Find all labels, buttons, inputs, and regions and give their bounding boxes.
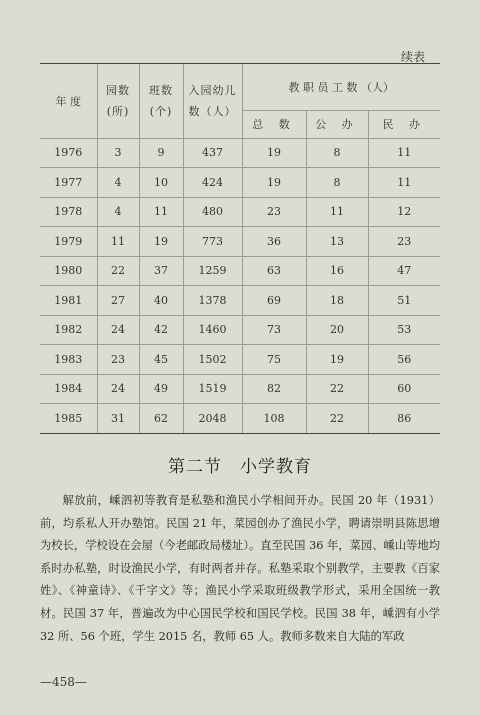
cell-classes: 42: [139, 315, 183, 345]
cell-staff-total: 19: [242, 168, 306, 198]
cell-year: 1982: [40, 315, 97, 345]
cell-children: 437: [183, 138, 242, 168]
cell-classes: 62: [139, 404, 183, 434]
cell-staff-public: 8: [306, 168, 368, 198]
cell-staff-total: 23: [242, 197, 306, 227]
header-classes-line2: (个): [149, 104, 173, 118]
cell-staff-private: 11: [368, 168, 440, 198]
cell-staff-public: 8: [306, 138, 368, 168]
header-classes-line1: 班数: [149, 83, 173, 97]
cell-gardens: 27: [97, 286, 139, 316]
page-number: —458—: [40, 675, 87, 689]
cell-gardens: 22: [97, 256, 139, 286]
header-children: [183, 64, 242, 138]
cell-staff-private: 47: [368, 256, 440, 286]
cell-staff-total: 69: [242, 286, 306, 316]
cell-classes: 10: [139, 168, 183, 198]
cell-children: 480: [183, 197, 242, 227]
cell-staff-public: 16: [306, 256, 368, 286]
cell-classes: 11: [139, 197, 183, 227]
cell-staff-public: 20: [306, 315, 368, 345]
section-title: 第二节 小学教育: [168, 457, 312, 477]
cell-classes: 37: [139, 256, 183, 286]
cell-year: 1977: [40, 168, 97, 198]
cell-staff-private: 60: [368, 374, 440, 404]
cell-staff-public: 22: [306, 404, 368, 434]
cell-year: 1981: [40, 286, 97, 316]
cell-gardens: 24: [97, 374, 139, 404]
cell-staff-public: 13: [306, 227, 368, 257]
header-staff-private: 民 办: [368, 110, 440, 138]
table-row: [40, 345, 440, 375]
table-row: [40, 286, 440, 316]
cell-year: 1980: [40, 256, 97, 286]
cell-gardens: 3: [97, 138, 139, 168]
table-row: [40, 315, 440, 345]
header-staff-public: 公 办: [306, 110, 368, 138]
cell-classes: 45: [139, 345, 183, 375]
table-row: [40, 404, 440, 434]
cell-staff-private: 51: [368, 286, 440, 316]
header-gardens-line1: 园数: [106, 83, 130, 97]
cell-staff-private: 86: [368, 404, 440, 434]
cell-classes: 40: [139, 286, 183, 316]
cell-children: 1502: [183, 345, 242, 375]
cell-classes: 49: [139, 374, 183, 404]
cell-staff-public: 22: [306, 374, 368, 404]
header-children-line1: 入园幼儿: [188, 83, 237, 97]
cell-staff-public: 19: [306, 345, 368, 375]
table-row: [40, 374, 440, 404]
cell-year: 1978: [40, 197, 97, 227]
header-classes: [139, 64, 183, 138]
cell-children: 424: [183, 168, 242, 198]
cell-year: 1985: [40, 404, 97, 434]
cell-staff-private: 11: [368, 138, 440, 168]
kindergarten-statistics-table: [40, 64, 440, 434]
cell-children: 1259: [183, 256, 242, 286]
cell-staff-total: 73: [242, 315, 306, 345]
cell-children: 1519: [183, 374, 242, 404]
cell-staff-total: 75: [242, 345, 306, 375]
continued-label: 续表: [400, 50, 425, 64]
cell-staff-public: 11: [306, 197, 368, 227]
cell-staff-private: 23: [368, 227, 440, 257]
header-staff: 教 职 员 工 数 （人）: [242, 64, 440, 110]
cell-gardens: 23: [97, 345, 139, 375]
cell-children: 1378: [183, 286, 242, 316]
cell-gardens: 24: [97, 315, 139, 345]
cell-staff-total: 82: [242, 374, 306, 404]
body-paragraph: 解放前，嵊泗初等教育是私塾和渔民小学相间开办。民国 20 年（1931）前，均系私人开办塾馆。民国 21 年，菜园创办了渔民小学，聘请崇明县陈思增为校长，学校设在会屋（今老邮政局楼址）。直至民国 36 年，菜园、嵊山等地均系时办私塾，时设渔民小学，有时两者并存。私塾采取个别教学，主要教《百家姓》、《神童诗》、《千字文》等；渔民小学采取班级教学形式，采用全国统一教材。民国 37 年，普遍改为中心国民学校和国民学校。民国 38 年，嵊泗有小学 32 所、56 个班，学生 2015 名，教师 65 人。教师多数来自大陆的军政: [40, 494, 441, 643]
cell-staff-total: 19: [242, 138, 306, 168]
table-row: [40, 168, 440, 198]
table-row: [40, 227, 440, 257]
cell-gardens: 4: [97, 197, 139, 227]
cell-staff-total: 63: [242, 256, 306, 286]
cell-staff-total: 108: [242, 404, 306, 434]
cell-year: 1984: [40, 374, 97, 404]
header-gardens: [97, 64, 139, 138]
header-children-line2: 数（人）: [188, 104, 237, 118]
cell-classes: 19: [139, 227, 183, 257]
table-row: [40, 197, 440, 227]
cell-children: 773: [183, 227, 242, 257]
cell-children: 1460: [183, 315, 242, 345]
cell-staff-private: 53: [368, 315, 440, 345]
table-row: [40, 256, 440, 286]
cell-classes: 9: [139, 138, 183, 168]
cell-staff-total: 36: [242, 227, 306, 257]
cell-staff-private: 12: [368, 197, 440, 227]
cell-year: 1983: [40, 345, 97, 375]
cell-year: 1976: [40, 138, 97, 168]
cell-staff-private: 56: [368, 345, 440, 375]
cell-children: 2048: [183, 404, 242, 434]
cell-gardens: 11: [97, 227, 139, 257]
table-body: [40, 138, 440, 433]
table-row: [40, 138, 440, 168]
cell-gardens: 4: [97, 168, 139, 198]
header-year: 年 度: [40, 64, 97, 138]
cell-gardens: 31: [97, 404, 139, 434]
header-staff-total: 总 数: [242, 110, 306, 138]
header-gardens-line2: (所): [106, 104, 130, 118]
cell-year: 1979: [40, 227, 97, 257]
cell-staff-public: 18: [306, 286, 368, 316]
